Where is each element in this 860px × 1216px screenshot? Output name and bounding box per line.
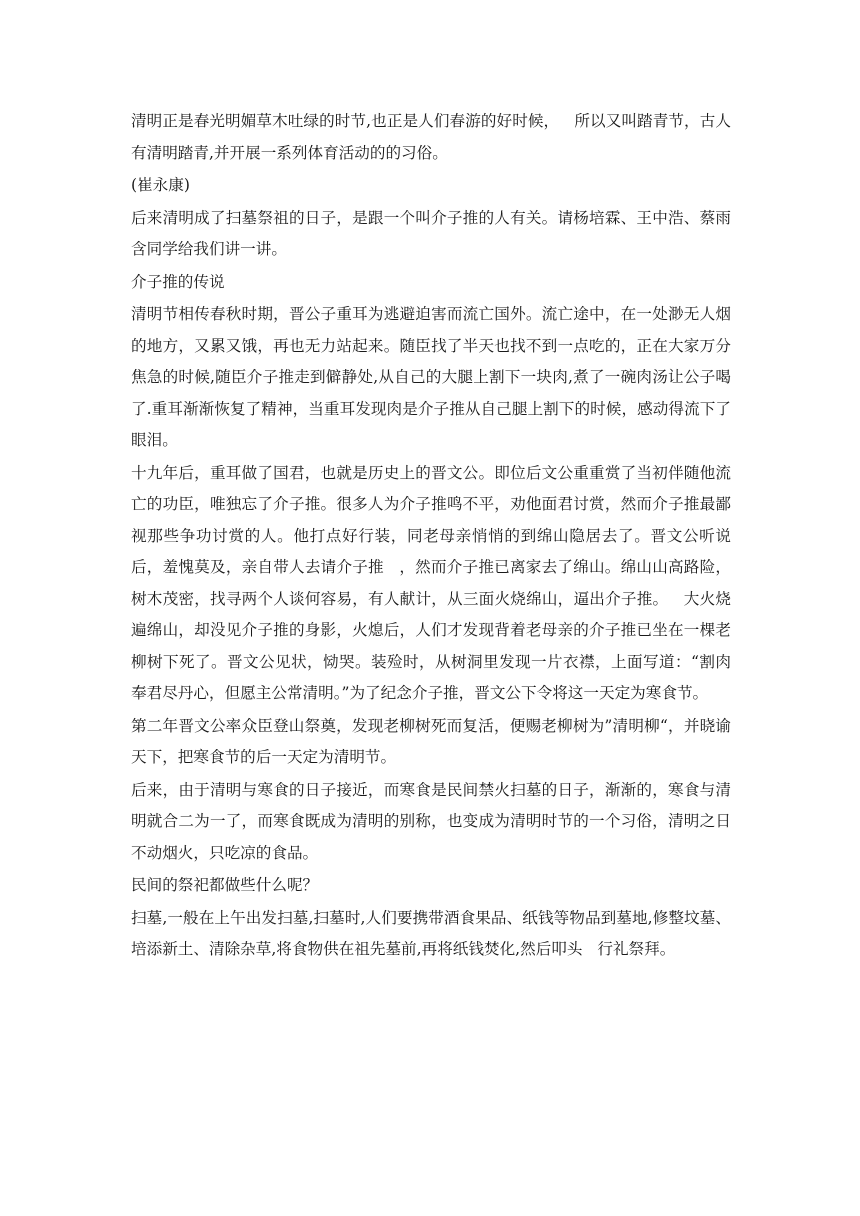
document-body	[131, 106, 731, 967]
paragraph-tomb-sweeping: 扫墓,一般在上午出发扫墓,扫墓时,人们要携带酒食果品、纸钱等物品到墓地,修整坟墓、培添新土、清除杂草,将食物供在祖先墓前,再将纸钱焚化,然后叩头 行礼祭拜。	[131, 908, 731, 958]
section-question-rituals: 民间的祭祀都做些什么呢？	[131, 876, 319, 894]
paragraph-hanshi-merge: 后来，由于清明与寒食的日子接近，而寒食是民间禁火扫墓的日子，渐渐的，寒食与清明就合二为一了，而寒食既成为清明的别称，也变成为清明时节的一个习俗，清明之日不动烟火，只吃凉的食品。	[131, 780, 731, 862]
paragraph-legend-mianshan: 十九年后，重耳做了国君，也就是历史上的晋文公。即位后文公重重赏了当初伴随他流亡的功臣，唯独忘了介子推。很多人为介子推鸣不平，劝他面君讨赏，然而介子推最鄙视那些争功讨赏的人。他打点好行装，同老母亲悄悄的到绵山隐居去了。晋文公听说后，羞愧莫及，亲自带人去请介子推 ，然而介子推已离家去了绵山。绵山山高路险，树木茂密，找寻两个人谈何容易，有人献计，从三面火烧绵山，逼出介子推。 大火烧遍绵山，却没见介子推的身影，火熄后，人们才发现背着老母亲的介子推已坐在一棵老柳树下死了。晋文公见状，恸哭。装殓时，从树洞里发现一片衣襟，上面写道：“割肉奉君尽丹心，但愿主公常清明。”为了纪念介子推，晋文公下令将这一天定为寒食节。	[131, 463, 731, 702]
paragraph-qingming-spring-outing: 清明正是春光明媚草木吐绿的时节,也正是人们春游的好时候， 所以又叫踏青节，古人有清明踏青,并开展一系列体育活动的的习俗。	[131, 112, 731, 162]
paragraph-qingming-willow: 第二年晋文公率众臣登山祭奠，发现老柳树死而复活，便赐老柳树为”清明柳“，并晓谕天下，把寒食节的后一天定为清明节。	[131, 716, 731, 766]
paragraph-legend-exile: 清明节相传春秋时期，晋公子重耳为逃避迫害而流亡国外。流亡途中，在一处渺无人烟的地方，又累又饿，再也无力站起来。随臣找了半天也找不到一点吃的，正在大家万分焦急的时候,随臣介子推走到僻静处,从自己的大腿上割下一块肉,煮了一碗肉汤让公子喝了.重耳渐渐恢复了精神，当重耳发现肉是介子推从自己腿上割下的时候，感动得流下了眼泪。	[131, 305, 731, 449]
paragraph-intro-jie-zitui: 后来清明成了扫墓祭祖的日子，是跟一个叫介子推的人有关。请杨培霖、王中浩、蔡雨含同学给我们讲一讲。	[131, 208, 731, 258]
paragraph-author-credit: (崔永康)	[131, 176, 190, 194]
section-heading-legend: 介子推的传说	[131, 272, 225, 291]
